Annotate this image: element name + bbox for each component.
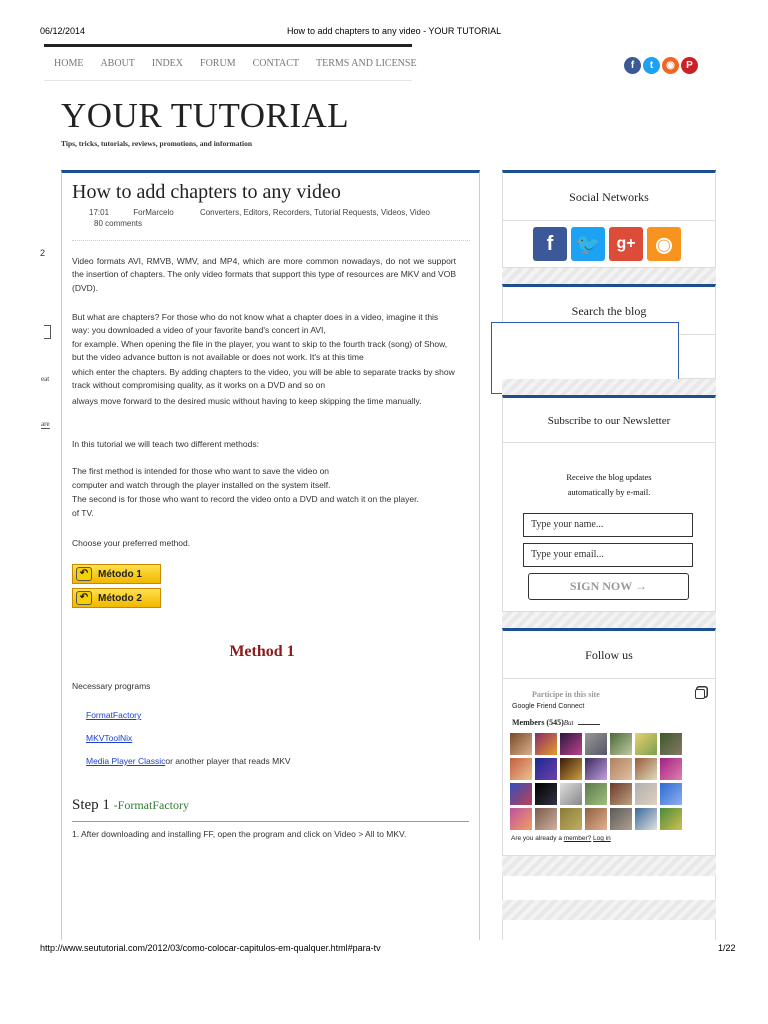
print-page-number: 1/22 [718,943,736,953]
avatar[interactable] [560,758,582,780]
members-label: Members (545) [512,718,564,727]
participate-text: Participe in this site [532,690,600,699]
nav-terms[interactable]: TERMS AND LICENSE [316,58,417,69]
rss-icon[interactable]: ◉ [662,57,679,74]
avatar[interactable] [660,733,682,755]
member-login-line [511,835,611,842]
avatar[interactable] [535,758,557,780]
avatar[interactable] [660,783,682,805]
social-title: Social Networks [569,190,649,204]
avatar[interactable] [560,733,582,755]
share-fragment-2: are [41,420,50,428]
avatar[interactable] [635,758,657,780]
avatar[interactable] [660,758,682,780]
social-widget [502,170,716,268]
avatar[interactable] [585,758,607,780]
avatar[interactable] [560,808,582,830]
members-count [512,718,600,727]
stripe-divider [502,379,716,395]
twitter-icon[interactable]: t [643,57,660,74]
paragraph-intro: Video formats AVI, RMVB, WMV, and MP4, which are more common nowadays, do not we support the insertion of chapters. The only video formats that support this type of resources are MKV and VOB (DVD). [72,256,456,293]
google-plus-icon[interactable]: g+ [609,227,643,261]
name-field[interactable]: Type your name... [523,513,693,537]
paragraph-chapters-b: for example. When opening the file in the player, you want to skip to the fourth track (song) of Show, but the video advance button is not available or does not work. It's at this time [72,339,448,363]
avatar[interactable] [610,733,632,755]
sign-now-button[interactable]: SIGN NOW → [528,573,689,600]
nav-about[interactable]: ABOUT [100,58,135,69]
sidebar-blank [502,920,716,940]
newsletter-line-2: automatically by e-mail. [567,487,651,497]
method-2-button[interactable] [72,588,161,608]
expand-icon[interactable] [695,689,705,699]
avatar[interactable] [610,758,632,780]
method-1-label: Método 1 [98,568,142,580]
follow-divider [503,678,715,679]
follow-title: Follow us [585,648,633,662]
post-author[interactable]: ForMarcelo [133,208,174,217]
necessary-programs: Necessary programs [72,681,151,691]
link-mkvtoolnix[interactable]: MKVToolNix [86,733,133,743]
avatar[interactable] [560,783,582,805]
main-nav [54,58,434,69]
avatar[interactable] [635,733,657,755]
stripe-divider [502,900,716,920]
member-link[interactable]: member? [563,835,592,842]
back-arrow-icon: ↶ [76,567,92,581]
post-labels[interactable]: Converters, Editors, Recorders, Tutorial Requests, Videos, Video [199,208,430,217]
method-1-button[interactable] [72,564,161,584]
step-1-text: 1. After downloading and installing FF, open the program and click on Video > All to MKV. [72,829,407,839]
post-title[interactable]: How to add chapters to any video [72,181,341,203]
gfc-label: Google Friend Connect [512,703,585,710]
player-line [86,756,291,766]
avatar[interactable] [510,733,532,755]
avatar[interactable] [610,783,632,805]
paragraph-chapters-d: always move forward to the desired music without having to keep skipping the time manually. [72,396,422,406]
top-rule [44,44,412,47]
pinterest-icon[interactable]: P [681,57,698,74]
avatar[interactable] [535,733,557,755]
avatar[interactable] [660,808,682,830]
stripe-divider [502,856,716,876]
paragraph-first-b: computer and watch through the player installed on the system itself. [72,480,331,490]
player-suffix: or another player that reads MKV [165,756,291,766]
nav-home[interactable]: HOME [54,58,84,69]
avatar[interactable] [635,808,657,830]
avatar[interactable] [510,783,532,805]
paragraph-choose: Choose your preferred method. [72,538,191,548]
newsletter-divider [503,442,715,443]
nav-forum[interactable]: FORUM [200,58,236,69]
site-title[interactable]: YOUR TUTORIAL [61,96,350,135]
already-text: Are you already a [511,835,562,842]
avatar[interactable] [585,783,607,805]
back-arrow-icon: ↶ [76,591,92,605]
nav-contact[interactable]: CONTACT [252,58,300,69]
print-title: How to add chapters to any video - YOUR TUTORIAL [287,26,502,36]
step-heading [72,797,189,814]
sidebar-blank [502,876,716,900]
avatar[interactable] [535,783,557,805]
members-more: But [563,719,574,727]
paragraph-chapters-c: which enter the chapters. By adding chapters to the video, you will be able to separate tracks by show track without compromising quality, as it works on a DVD and so on [72,367,455,391]
avatar[interactable] [610,808,632,830]
avatar[interactable] [510,808,532,830]
post-meta [89,208,430,217]
method-2-label: Método 2 [98,592,142,604]
avatar[interactable] [510,758,532,780]
post-comments[interactable]: 80 comments [94,219,143,228]
step-divider [72,821,469,822]
members-underline [578,724,600,725]
nav-divider [44,80,412,81]
site-tagline: Tips, tricks, tutorials, reviews, promotions, and information [61,139,253,148]
print-date: 06/12/2014 [40,26,86,36]
paragraph-second: The second is for those who want to record the video onto a DVD and watch it on the player. [72,494,419,504]
facebook-icon[interactable]: f [624,57,641,74]
stripe-divider [502,268,716,284]
share-count: 2 [40,248,46,258]
member-avatars [510,733,682,830]
newsletter-text [502,470,716,500]
post-time[interactable]: 17:01 [89,208,110,217]
avatar[interactable] [535,808,557,830]
search-title: Search the blog [571,304,647,318]
paragraph-first-a: The first method is intended for those who want to save the video on [72,466,330,476]
paragraph-chapters-a: But what are chapters? For those who do not know what a chapter does in a video, imagine it this way: you downloaded a video of your favorite band's concert in AVI, [72,312,439,336]
twitter-icon[interactable]: 🐦 [571,227,605,261]
paragraph-methods: In this tutorial we will teach two different methods: [72,439,259,449]
step-name: -FormatFactory [113,798,189,812]
rss-icon[interactable]: ◉ [647,227,681,261]
nav-index[interactable]: INDEX [151,58,184,69]
facebook-icon[interactable]: f [533,227,567,261]
share-fragment: eat [41,375,50,383]
step-number: Step 1 [72,797,110,813]
link-formatfactory[interactable]: FormatFactory [86,710,142,720]
social-divider [503,220,715,221]
header-social [624,57,698,74]
email-field[interactable]: Type your email... [523,543,693,567]
avatar[interactable] [585,733,607,755]
print-url: http://www.seututorial.com/2012/03/como-colocar-capitulos-em-qualquer.html#para-tv [40,943,381,953]
stripe-divider [502,612,716,628]
share-widget-box [44,325,51,339]
login-link[interactable]: Log in [593,835,611,842]
method-heading: Method 1 [229,643,295,660]
newsletter-line-1: Receive the blog updates [566,472,652,482]
social-icons [533,227,715,261]
avatar[interactable] [635,783,657,805]
link-media-player-classic[interactable]: Media Player Classic [86,756,166,766]
avatar[interactable] [585,808,607,830]
newsletter-title: Subscribe to our Newsletter [547,415,671,427]
meta-divider [72,240,470,241]
paragraph-second-end: of TV. [72,508,94,518]
